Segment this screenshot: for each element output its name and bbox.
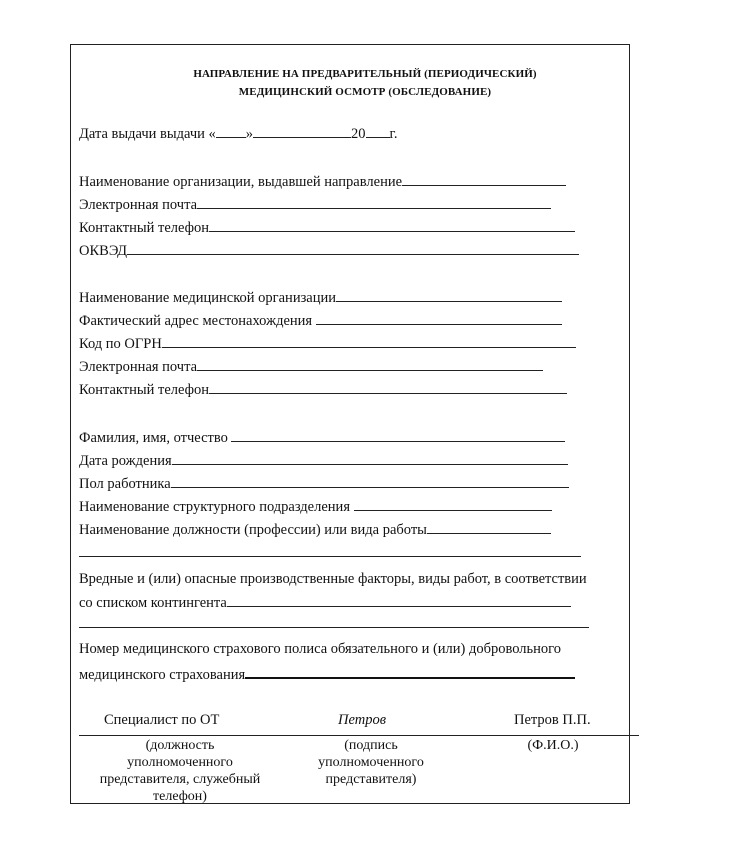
employee-name-field[interactable] bbox=[231, 428, 565, 442]
employer-org-field[interactable] bbox=[402, 172, 566, 186]
hazards-field[interactable] bbox=[227, 593, 571, 607]
hazards-row bbox=[79, 593, 571, 612]
medorg-email-label: Электронная почта bbox=[79, 359, 198, 375]
issue-day-field[interactable] bbox=[216, 124, 246, 138]
medorg-phone-label: Контактный телефон bbox=[79, 382, 210, 398]
issue-date-quote-close: » bbox=[245, 126, 254, 142]
medorg-address-row bbox=[79, 311, 562, 330]
medorg-ogrn-label: Код по ОГРН bbox=[79, 336, 162, 352]
employer-okved-field[interactable] bbox=[127, 241, 579, 255]
medorg-email-row bbox=[79, 357, 543, 376]
medorg-name-field[interactable] bbox=[336, 288, 562, 302]
signature-rule bbox=[79, 735, 639, 736]
employer-email-label: Электронная почта bbox=[79, 197, 198, 213]
issue-month-field[interactable] bbox=[253, 124, 351, 138]
employer-org-label: Наименование организации, выдавшей направление bbox=[79, 174, 403, 190]
employer-email-row bbox=[79, 195, 551, 214]
medorg-phone-field[interactable] bbox=[209, 380, 567, 394]
employee-birth-row bbox=[79, 451, 568, 470]
signature-caption: (подпись уполномоченного представителя) bbox=[318, 738, 424, 787]
employer-phone-row bbox=[79, 218, 575, 237]
employer-email-field[interactable] bbox=[197, 195, 551, 209]
employee-name-label: Фамилия, имя, отчество bbox=[79, 430, 228, 446]
employer-okved-label: ОКВЭД bbox=[79, 243, 128, 259]
medorg-name-row bbox=[79, 288, 562, 307]
medorg-email-field[interactable] bbox=[197, 357, 543, 371]
employee-gender-label: Пол работника bbox=[79, 476, 171, 492]
issue-year-suffix: г. bbox=[389, 126, 398, 142]
medorg-address-field[interactable] bbox=[316, 311, 562, 325]
issue-year-prefix: 20 bbox=[351, 126, 366, 142]
employee-department-field[interactable] bbox=[354, 497, 552, 511]
employee-department-row bbox=[79, 497, 552, 516]
issue-date-label: Дата выдачи выдачи « bbox=[79, 126, 216, 142]
employee-name-row bbox=[79, 428, 565, 447]
medorg-address-label: Фактический адрес местонахождения bbox=[79, 313, 313, 329]
employee-position-row bbox=[79, 520, 551, 539]
employee-position-label: Наименование должности (профессии) или вида работы bbox=[79, 522, 427, 538]
insurance-label: медицинского страхования bbox=[79, 667, 246, 683]
medorg-phone-row bbox=[79, 380, 567, 399]
employee-birth-field[interactable] bbox=[172, 451, 568, 465]
hazards-label: со списком контингента bbox=[79, 595, 227, 611]
employer-okved-row bbox=[79, 241, 579, 260]
form-border bbox=[70, 44, 630, 804]
medorg-ogrn-row bbox=[79, 334, 576, 353]
employer-phone-label: Контактный телефон bbox=[79, 220, 210, 236]
insurance-text-line1: Номер медицинского страхового полиса обязательного и (или) добровольного bbox=[79, 641, 561, 657]
employer-org-row bbox=[79, 172, 566, 191]
employee-department-label: Наименование структурного подразделения bbox=[79, 499, 350, 515]
insurance-row bbox=[79, 664, 575, 684]
issue-year-field[interactable] bbox=[366, 124, 390, 138]
employee-gender-row bbox=[79, 474, 569, 493]
employee-position-field[interactable] bbox=[427, 520, 551, 534]
signature-value: Петров bbox=[338, 712, 386, 728]
name-caption: (Ф.И.О.) bbox=[527, 738, 579, 753]
form-title-line2: МЕДИЦИНСКИЙ ОСМОТР (ОБСЛЕДОВАНИЕ) bbox=[238, 86, 492, 98]
signature-name-value: Петров П.П. bbox=[514, 712, 591, 728]
medorg-name-label: Наименование медицинской организации bbox=[79, 290, 337, 306]
form-title-line1: НАПРАВЛЕНИЕ НА ПРЕДВАРИТЕЛЬНЫЙ (ПЕРИОДИЧЕСКИЙ) bbox=[193, 68, 537, 80]
employee-birth-label: Дата рождения bbox=[79, 453, 172, 469]
hazards-extra-field[interactable] bbox=[79, 627, 589, 628]
employee-position-extra-field[interactable] bbox=[79, 556, 581, 557]
insurance-field[interactable] bbox=[245, 664, 575, 679]
employee-gender-field[interactable] bbox=[171, 474, 569, 488]
signature-position-value: Специалист по ОТ bbox=[104, 712, 220, 728]
position-caption: (должность уполномоченного представителя, служебный телефон) bbox=[99, 738, 261, 804]
medorg-ogrn-field[interactable] bbox=[162, 334, 576, 348]
issue-date-row bbox=[79, 124, 397, 143]
hazards-text-line1: Вредные и (или) опасные производственные факторы, виды работ, в соответствии bbox=[79, 571, 587, 587]
employer-phone-field[interactable] bbox=[209, 218, 575, 232]
